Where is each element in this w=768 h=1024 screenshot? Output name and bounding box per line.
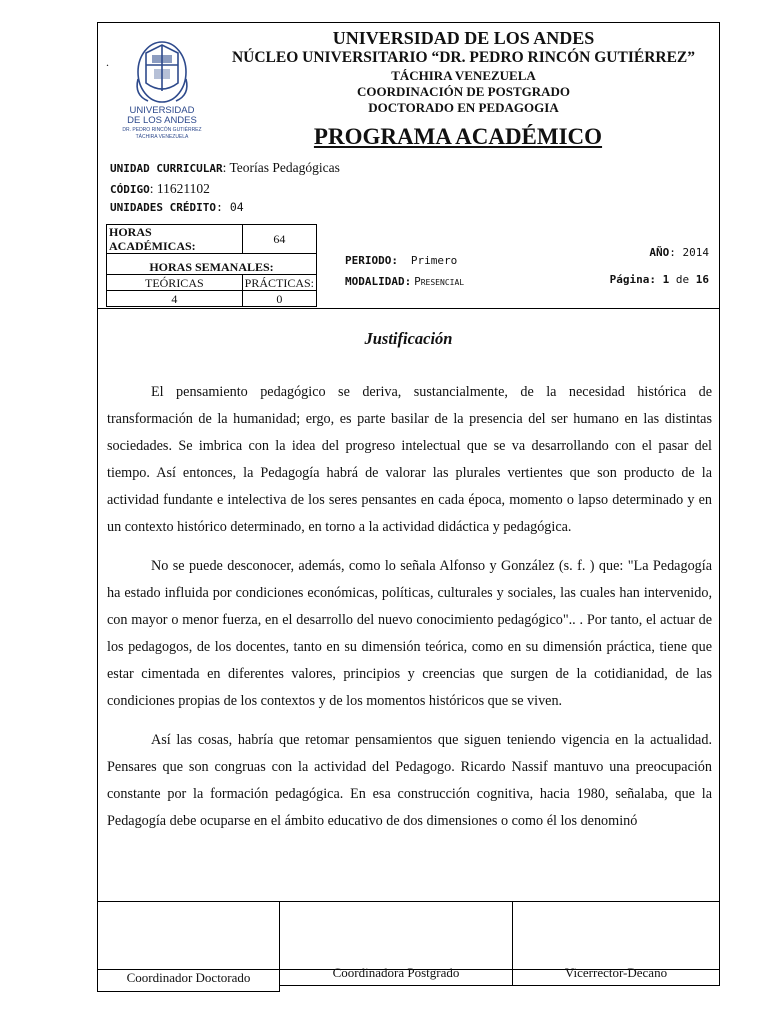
logo-line-2: DE LOS ANDES	[127, 115, 197, 126]
pagina-total: 16	[695, 273, 709, 286]
logo-line-1: UNIVERSIDAD	[129, 105, 195, 116]
pagina-field	[610, 273, 709, 286]
codigo-value: : 11621102	[149, 181, 210, 196]
hours-table	[106, 224, 317, 307]
logo-line-3: DR. PEDRO RINCÓN GUTIÉRREZ	[122, 127, 202, 133]
stray-dot: .	[106, 55, 109, 69]
horas-academicas-label: HORAS ACADÉMICAS:	[107, 225, 243, 254]
signature-box-vicerrector	[512, 901, 720, 986]
section-title: Justificación	[364, 329, 453, 348]
paragraph: El pensamiento pedagógico se deriva, sustancialmente, de la necesidad histórica de transformación de la humanidad; ergo, es parte basilar de la presencia del ser humano en las distintas sociedades. Se imbrica con la idea del progreso intelectual que se va desarrollando con el pasar del tiempo. Así entonces, la Pedagogía habrá de valorar las plurales vertientes que son producto de la actividad fundante e intelectiva de los seres pensantes en cada época, momento o lapso determinado y en un contexto histórico determinado, en torno a la actividad didáctica y pedagógica.	[107, 384, 712, 535]
periodo-field	[345, 254, 457, 267]
pagina-de: de	[675, 273, 690, 286]
pagina-label: Página:	[609, 273, 656, 286]
university-name: UNIVERSIDAD DE LOS ANDES	[332, 28, 595, 48]
logo-line-4: TÁCHIRA VENEZUELA	[135, 134, 189, 140]
coordination-text: COORDINACIÓN DE POSTGRADO	[356, 84, 571, 99]
program-title: PROGRAMA ACADÉMICO	[313, 124, 603, 149]
signature-row	[97, 901, 720, 993]
unidad-curricular-label: UNIDAD CURRICULAR	[110, 162, 223, 175]
signature-box-coordinador	[97, 901, 280, 992]
anio-label: AÑO	[649, 246, 670, 259]
modalidad-field	[345, 275, 464, 288]
signature-label-coordinadora: Coordinadora Postgrado	[332, 965, 460, 980]
anio-field	[649, 246, 709, 259]
body-text	[107, 379, 712, 835]
periodo-value: Primero	[410, 254, 458, 267]
location-text: TÁCHIRA VENEZUELA	[391, 68, 536, 83]
nucleus-name: NÚCLEO UNIVERSITARIO “DR. PEDRO RINCÓN GUTIÉRREZ”	[231, 49, 696, 66]
practicas-label: PRÁCTICAS:	[242, 275, 316, 291]
paragraph: Así las cosas, habría que retomar pensamientos que siguen teniendo vigencia en la actualidad. Pensares que son congruas con la actividad del Pedagogo. Ricardo Nassif mantuvo una preocupación constante por la formación pedagógica. En esa construcción cognitiva, hacia 1980, señalaba, que la Pedagogía debe ocuparse en el ámbito educativo de dos dimensiones o como él los denominó	[107, 732, 712, 829]
horas-academicas-value: 64	[242, 225, 316, 254]
document-frame	[97, 22, 720, 985]
modalidad-label: MODALIDAD:	[345, 275, 412, 288]
periodo-label: PERIODO:	[345, 254, 398, 267]
signature-label-vicerrector: Vicerrector-Decano	[564, 965, 668, 980]
unidades-credito-field	[110, 199, 244, 215]
teoricas-label: TEÓRICAS	[107, 275, 243, 291]
anio-value: : 2014	[669, 246, 709, 259]
teoricas-value: 4	[107, 291, 243, 307]
signature-label-coordinador: Coordinador Doctorado	[126, 970, 251, 985]
unidad-curricular-value: : Teorías Pedagógicas	[222, 160, 340, 175]
pagina-current: 1	[662, 273, 670, 286]
unidades-credito-value: : 04	[215, 200, 244, 214]
doctorate-text: DOCTORADO EN PEDAGOGIA	[368, 100, 559, 115]
unidades-credito-label: UNIDADES CRÉDITO	[110, 201, 216, 214]
horas-semanales-label: HORAS SEMANALES:	[107, 254, 317, 275]
codigo-label: CÓDIGO	[110, 183, 150, 196]
paragraph: No se puede desconocer, además, como lo señala Alfonso y González (s. f. ) que: "La Pedagogía ha estado influida por condiciones económicas, políticas, culturales y sociales, las cuales han intervenido, con mayor o menor fuerza, en el desarrollo del nuevo conocimiento pedagógico".. . Por tanto, el actuar de los pedagogos, de los docentes, tanto en su dimensión teórica, como en su dimensión práctica, tiene que estar cimentada en diferentes valores, principios y creencias que surgen de la cotidianidad, de las condiciones propias de los contextos y de los momentos históricos que se viven.	[107, 558, 712, 709]
unidad-curricular-field	[110, 160, 340, 176]
practicas-value: 0	[242, 291, 316, 307]
header-divider	[98, 308, 719, 309]
signature-box-coordinadora	[279, 901, 513, 986]
codigo-field	[110, 181, 210, 197]
modalidad-value: Presencial	[414, 275, 465, 288]
